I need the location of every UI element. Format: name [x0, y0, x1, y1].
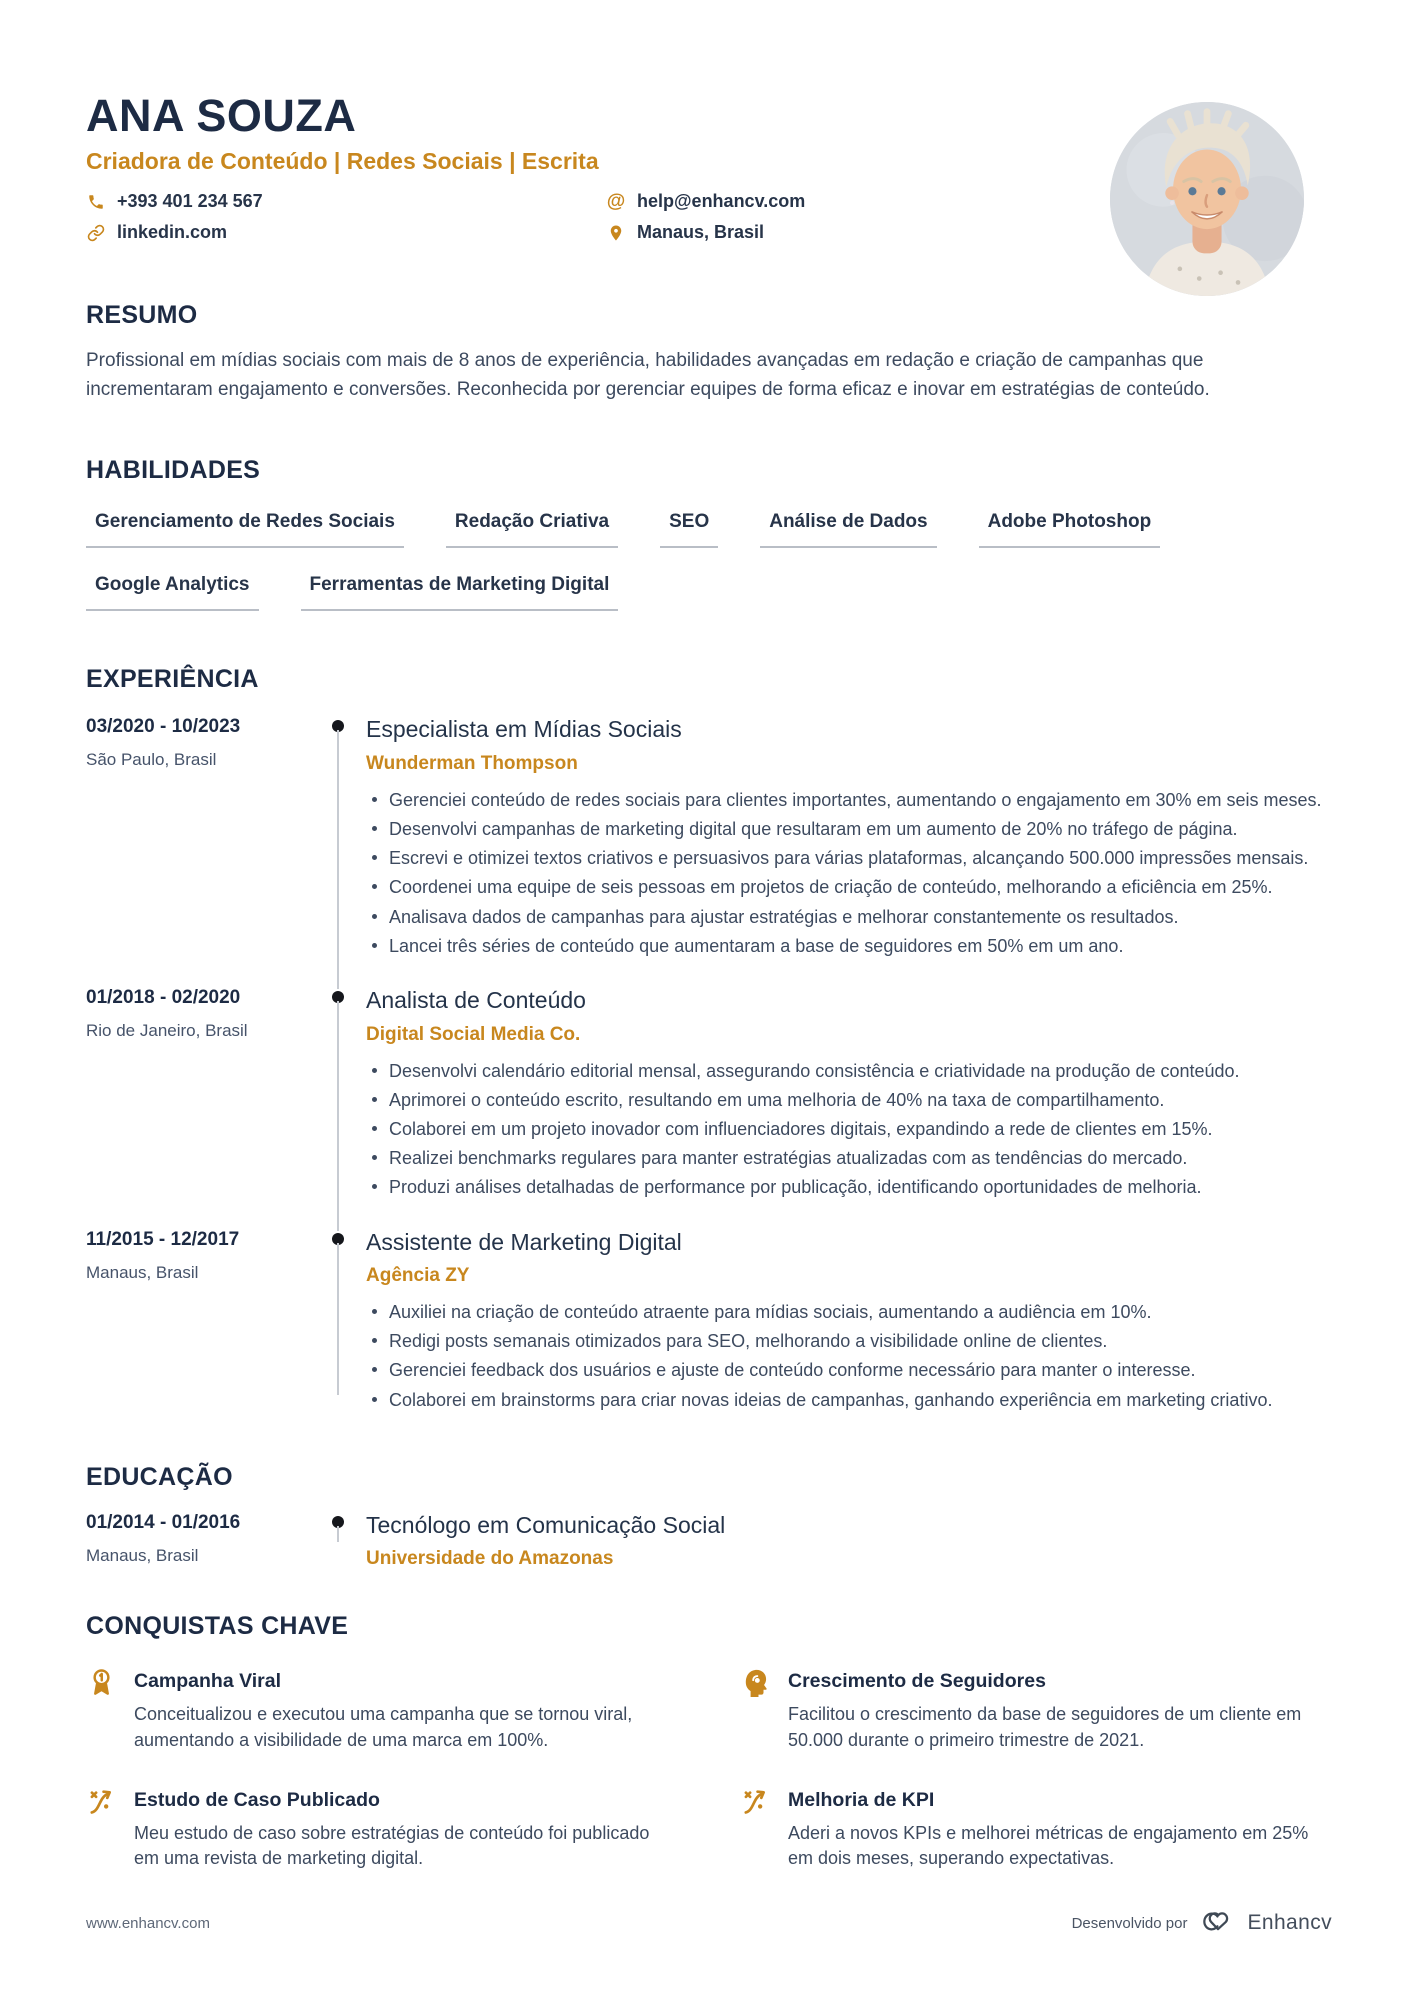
bullet-item: Gerenciei conteúdo de redes sociais para clientes importantes, aumentando o engajamento em 30% em seis meses.: [366, 788, 1330, 813]
entry-meta: [86, 987, 310, 1205]
section-resumo: [86, 301, 1330, 404]
educacao-heading: EDUCAÇÃO: [86, 1462, 233, 1491]
section-conquistas: [86, 1612, 1330, 1871]
phone-value[interactable]: +393 401 234 567: [117, 191, 263, 212]
timeline: [310, 987, 366, 1205]
bullet-item: Colaborei em brainstorms para criar novas ideias de campanhas, ganhando experiência em marketing criativo.: [366, 1388, 1330, 1413]
achievement-title: Estudo de Caso Publicado: [134, 1788, 380, 1811]
entry-meta: [86, 1229, 310, 1417]
website-value[interactable]: linkedin.com: [117, 222, 228, 243]
entry-meta: [86, 1512, 310, 1571]
bullet-item: Escrevi e otimizei textos criativos e persuasivos para várias plataformas, alcançando 500.000 impressões mensais.: [366, 846, 1330, 871]
resume-header: [86, 92, 1330, 243]
entry-meta: [86, 716, 310, 963]
contact-location: [606, 222, 1026, 243]
achievement-body: [134, 1667, 676, 1753]
entry-location: Manaus, Brasil: [86, 1262, 199, 1282]
entry-company: Digital Social Media Co.: [366, 1023, 581, 1045]
skill-tag: Google Analytics: [86, 574, 259, 611]
link-icon: [86, 223, 106, 243]
achievement-body: [134, 1786, 676, 1872]
section-educacao: [86, 1463, 1330, 1571]
skill-tag: Redação Criativa: [446, 511, 618, 548]
bullet-item: Gerenciei feedback dos usuários e ajuste de conteúdo conforme necessário para manter o interesse.: [366, 1358, 1330, 1383]
achievement-item: [86, 1786, 676, 1872]
bullet-item: Redigi posts semanais otimizados para SEO, melhorando a visibilidade online de clientes.: [366, 1329, 1330, 1354]
bullet-item: Lancei três séries de conteúdo que aumentaram a base de seguidores em 50% em um ano.: [366, 934, 1330, 959]
entry-title: Especialista em Mídias Sociais: [366, 716, 682, 743]
avatar-illustration: [1110, 102, 1304, 296]
section-experiencia: [86, 665, 1330, 1417]
entry-body: [366, 1512, 1330, 1571]
email-value[interactable]: help@enhancv.com: [637, 191, 806, 212]
bullet-item: Desenvolvi calendário editorial mensal, assegurando consistência e criatividade na produção de conteúdo.: [366, 1059, 1330, 1084]
school-name: Universidade do Amazonas: [366, 1548, 614, 1570]
education-entry: [86, 1512, 1330, 1571]
experiencia-heading: EXPERIÊNCIA: [86, 665, 259, 694]
entry-bullets: [366, 788, 1330, 959]
education-entries: [86, 1512, 1330, 1571]
experience-entry: [86, 716, 1330, 963]
entry-bullets: [366, 1059, 1330, 1201]
bullet-item: Produzi análises detalhadas de performance por publicação, identificando oportunidades de melhoria.: [366, 1175, 1330, 1200]
achievement-text: Conceitualizou e executou uma campanha que se tornou viral, aumentando a visibilidade de uma marca em 100%.: [134, 1704, 633, 1750]
achievement-title: Campanha Viral: [134, 1670, 282, 1693]
strategy-icon: [86, 1786, 134, 1872]
skill-tag: SEO: [660, 511, 718, 548]
page-footer: [86, 1909, 1332, 1937]
achievement-item: [86, 1667, 676, 1753]
footer-website-link[interactable]: www.enhancv.com: [86, 1914, 210, 1932]
timeline: [310, 1512, 366, 1571]
bullet-item: Realizei benchmarks regulares para manter estratégias atualizadas com as tendências do mercado.: [366, 1146, 1330, 1171]
resumo-heading: RESUMO: [86, 301, 198, 330]
timeline-line: [337, 1243, 339, 1395]
person-name: ANA SOUZA: [86, 90, 357, 141]
degree-title: Tecnólogo em Comunicação Social: [366, 1511, 726, 1538]
habilidades-heading: HABILIDADES: [86, 456, 261, 485]
achievement-title: Melhoria de KPI: [788, 1788, 935, 1811]
head-icon: [740, 1667, 788, 1753]
contact-email: [606, 191, 1026, 212]
entry-dates: 01/2018 - 02/2020: [86, 986, 241, 1008]
profile-photo: [1110, 102, 1304, 296]
section-habilidades: [86, 456, 1330, 611]
achievements-grid: [86, 1667, 1330, 1871]
entry-body: [366, 987, 1330, 1205]
bullet-item: Desenvolvi campanhas de marketing digital que resultaram em um aumento de 20% no tráfego de página.: [366, 817, 1330, 842]
entry-title: Analista de Conteúdo: [366, 986, 586, 1013]
contact-info: [86, 191, 1026, 243]
location-value: Manaus, Brasil: [637, 222, 765, 243]
skill-tag: Gerenciamento de Redes Sociais: [86, 511, 404, 548]
timeline-line: [337, 730, 339, 989]
entry-location: Rio de Janeiro, Brasil: [86, 1020, 248, 1040]
conquistas-heading: CONQUISTAS CHAVE: [86, 1612, 349, 1641]
contact-website: [86, 222, 606, 243]
entry-body: [366, 1229, 1330, 1417]
experience-entries: [86, 716, 1330, 1417]
skill-tag: Análise de Dados: [760, 511, 936, 548]
achievement-item: [740, 1667, 1330, 1753]
bullet-item: Auxiliei na criação de conteúdo atraente para mídias sociais, aumentando a audiência em 10%.: [366, 1300, 1330, 1325]
entry-dates: 11/2015 - 12/2017: [86, 1228, 240, 1250]
skill-tag: Ferramentas de Marketing Digital: [301, 574, 619, 611]
timeline-line: [337, 1526, 339, 1542]
timeline: [310, 1229, 366, 1417]
achievement-text: Facilitou o crescimento da base de seguidores de um cliente em 50.000 durante o primeiro trimestre de 2021.: [788, 1704, 1302, 1750]
entry-dates: 03/2020 - 10/2023: [86, 716, 241, 738]
timeline-line: [337, 1001, 339, 1231]
experience-entry: [86, 987, 1330, 1205]
entry-company: Wunderman Thompson: [366, 752, 578, 774]
bullet-item: Analisava dados de campanhas para ajustar estratégias e melhorar constantemente os resultados.: [366, 905, 1330, 930]
enhancv-logo-icon[interactable]: [1197, 1909, 1237, 1937]
bullet-item: Aprimorei o conteúdo escrito, resultando em uma melhoria de 40% na taxa de compartilhamento.: [366, 1088, 1330, 1113]
entry-title: Assistente de Marketing Digital: [366, 1228, 682, 1255]
achievement-item: [740, 1786, 1330, 1872]
phone-icon: [86, 192, 106, 212]
medal-icon: [86, 1667, 134, 1753]
entry-location: São Paulo, Brasil: [86, 750, 217, 770]
skills-list: [86, 511, 1330, 611]
achievement-text: Aderi a novos KPIs e melhorei métricas de engajamento em 25% em dois meses, superando expectativas.: [788, 1822, 1309, 1869]
achievement-title: Crescimento de Seguidores: [788, 1670, 1046, 1693]
footer-brand-name[interactable]: Enhancv: [1247, 1911, 1332, 1934]
entry-bullets: [366, 1300, 1330, 1413]
person-job-title: Criadora de Conteúdo | Redes Sociais | Escrita: [86, 148, 599, 175]
bullet-item: Coordenei uma equipe de seis pessoas em projetos de criação de conteúdo, melhorando a eficiência em 25%.: [366, 875, 1330, 900]
timeline: [310, 716, 366, 963]
skill-tag: Adobe Photoshop: [979, 511, 1161, 548]
entry-dates: 01/2014 - 01/2016: [86, 1511, 241, 1533]
experience-entry: [86, 1229, 1330, 1417]
at-icon: @: [606, 191, 626, 213]
location-pin-icon: [606, 223, 626, 243]
bullet-item: Colaborei em um projeto inovador com influenciadores digitais, expandindo a rede de clientes em 15%.: [366, 1117, 1330, 1142]
entry-company: Agência ZY: [366, 1265, 470, 1287]
achievement-body: [788, 1667, 1330, 1753]
achievement-body: [788, 1786, 1330, 1872]
entry-body: [366, 716, 1330, 963]
contact-phone: [86, 191, 606, 212]
footer-credit-block: [1072, 1909, 1332, 1937]
strategy-icon: [740, 1786, 788, 1872]
footer-credit-text: Desenvolvido por: [1071, 1914, 1188, 1932]
resumo-text: Profissional em mídias sociais com mais de 8 anos de experiência, habilidades avançadas em redação e criação de campanhas que incrementaram engajamento e conversões. Reconhecida por gerenciar equipes de forma eficaz e inovar em estratégias de conteúdo.: [86, 350, 1210, 400]
entry-location: Manaus, Brasil: [86, 1545, 199, 1565]
achievement-text: Meu estudo de caso sobre estratégias de conteúdo foi publicado em uma revista de marketing digital.: [134, 1822, 650, 1869]
